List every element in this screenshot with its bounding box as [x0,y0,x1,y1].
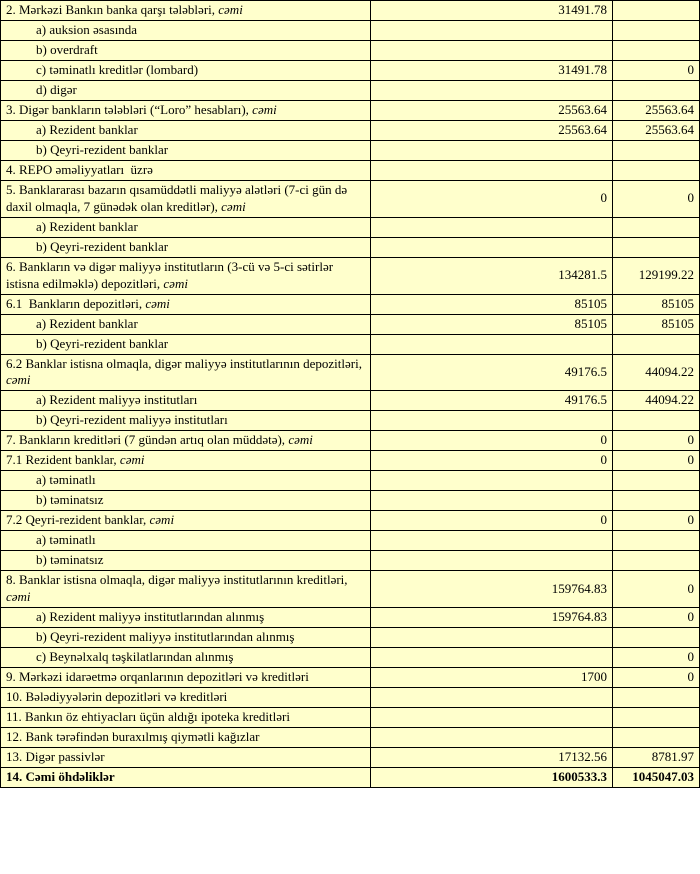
table-row [1,491,700,511]
row-label-cell [1,161,371,181]
row-label-italic-suffix: cəmi [6,372,31,388]
row-label: a) Rezident maliyyə institutları [36,392,198,408]
table-row [1,101,700,121]
row-label: 13. Digər passivlər [6,749,105,765]
row-label: a) Rezident banklar [36,122,138,138]
table-row [1,237,700,257]
row-label-cell [1,121,371,141]
value-cell-col2: 0 [613,648,700,668]
value-cell-col2 [613,237,700,257]
row-label-cell [1,668,371,688]
table-row [1,471,700,491]
value-cell-col2 [613,551,700,571]
value-cell-col1: 0 [371,181,613,218]
row-label: b) təminatsız [36,552,104,568]
row-label: b) overdraft [36,42,98,58]
row-label-italic-suffix: cəmi [119,452,145,468]
value-cell-col2 [613,531,700,551]
row-label-cell [1,411,371,431]
table-row [1,728,700,748]
row-label-cell [1,511,371,531]
value-cell-col2: 0 [613,431,700,451]
value-cell-col2: 25563.64 [613,101,700,121]
value-cell-col1: 17132.56 [371,748,613,768]
row-label: 9. Mərkəzi idarəetmə orqanlarının depozitləri və kreditləri [6,669,309,685]
value-cell-col1: 1700 [371,668,613,688]
row-label-cell [1,1,371,21]
row-label-cell [1,101,371,121]
table-row [1,181,700,218]
value-cell-col2 [613,688,700,708]
value-cell-col1 [371,217,613,237]
table-row [1,551,700,571]
row-label: b) Qeyri-rezident banklar [36,238,169,254]
value-cell-col2 [613,21,700,41]
table-row [1,648,700,668]
value-cell-col1: 1600533.3 [371,768,613,788]
row-label: 7.1 Rezident banklar, [6,452,120,468]
value-cell-col2 [613,334,700,354]
value-cell-col2 [613,728,700,748]
liabilities-table-body [1,1,700,788]
value-cell-col1: 85105 [371,294,613,314]
row-label: 7.2 Qeyri-rezident banklar, [6,512,150,528]
value-cell-col1: 0 [371,431,613,451]
row-label-cell [1,648,371,668]
value-cell-col1 [371,21,613,41]
row-label-cell [1,237,371,257]
table-row [1,608,700,628]
value-cell-col1: 134281.5 [371,257,613,294]
table-row [1,748,700,768]
table-row [1,41,700,61]
row-label-italic-suffix: cəmi [288,432,313,448]
row-label-cell [1,571,371,608]
table-row [1,628,700,648]
row-label-cell [1,61,371,81]
row-label: d) digər [36,82,77,98]
row-label-cell [1,81,371,101]
value-cell-col1: 0 [371,511,613,531]
row-label: 7. Bankların kreditləri (7 gündən artıq olan müddətə), [6,432,289,448]
table-row [1,314,700,334]
row-label-cell [1,748,371,768]
table-row [1,391,700,411]
row-label: 6.1 Bankların depozitləri, [6,295,146,311]
table-row [1,81,700,101]
table-row [1,294,700,314]
row-label: a) təminatlı [36,472,96,488]
row-label: a) təminatlı [36,532,96,548]
row-label-cell [1,768,371,788]
row-label-italic-suffix: cəmi [6,589,31,605]
table-row [1,21,700,41]
value-cell-col1: 159764.83 [371,571,613,608]
row-label: b) təminatsız [36,492,104,508]
row-label-cell [1,628,371,648]
value-cell-col2: 0 [613,668,700,688]
value-cell-col2 [613,1,700,21]
row-label-cell [1,531,371,551]
value-cell-col2 [613,217,700,237]
table-row [1,708,700,728]
value-cell-col1 [371,491,613,511]
table-row [1,411,700,431]
value-cell-col1 [371,411,613,431]
value-cell-col1: 31491.78 [371,61,613,81]
value-cell-col2 [613,411,700,431]
value-cell-col2 [613,141,700,161]
value-cell-col2: 44094.22 [613,354,700,391]
row-label-italic-suffix: cəmi [218,2,243,18]
row-label-italic-suffix: cəmi [145,295,170,311]
value-cell-col2: 0 [613,451,700,471]
row-label: b) Qeyri-rezident banklar [36,335,169,351]
row-label: a) Rezident banklar [36,218,138,234]
value-cell-col2: 8781.97 [613,748,700,768]
value-cell-col2 [613,491,700,511]
table-row [1,451,700,471]
row-label: a) auksion əsasında [36,22,138,38]
value-cell-col1: 25563.64 [371,101,613,121]
row-label-cell [1,41,371,61]
row-label-cell [1,728,371,748]
value-cell-col1: 31491.78 [371,1,613,21]
row-label-cell [1,708,371,728]
table-row [1,161,700,181]
table-row [1,688,700,708]
table-row [1,768,700,788]
row-label-cell [1,334,371,354]
row-label: 6.2 Banklar istisna olmaqla, digər maliyyə institutlarının depozitləri, [6,355,366,371]
value-cell-col1 [371,531,613,551]
table-row [1,531,700,551]
row-label-cell [1,471,371,491]
row-label-cell [1,217,371,237]
value-cell-col1 [371,161,613,181]
value-cell-col1 [371,237,613,257]
row-label-cell [1,391,371,411]
value-cell-col2: 0 [613,511,700,531]
row-label-cell [1,314,371,334]
table-row [1,61,700,81]
value-cell-col1 [371,688,613,708]
value-cell-col2: 0 [613,61,700,81]
row-label-italic-suffix: cəmi [163,275,188,291]
row-label-cell [1,294,371,314]
row-label-cell [1,21,371,41]
row-label: 14. Cəmi öhdəliklər [6,769,115,785]
row-label: 5. Banklararası bazarın qısamüddətli maliyyə alətləri (7-ci gün də daxil olmaqla, 7 günədək olan kreditlər), [6,182,351,214]
row-label-cell [1,431,371,451]
value-cell-col1: 0 [371,451,613,471]
row-label-italic-suffix: cəmi [252,102,277,118]
row-label: a) Rezident banklar [36,315,138,331]
row-label: 8. Banklar istisna olmaqla, digər maliyyə institutlarının kreditləri, [6,572,351,588]
value-cell-col2: 85105 [613,314,700,334]
value-cell-col1 [371,728,613,748]
row-label: b) Qeyri-rezident maliyyə institutları [36,412,228,428]
table-row [1,334,700,354]
value-cell-col1 [371,648,613,668]
row-label-cell [1,451,371,471]
row-label-cell [1,688,371,708]
row-label-italic-suffix: cəmi [221,198,246,214]
value-cell-col1: 25563.64 [371,121,613,141]
row-label: 10. Bələdiyyələrin depozitləri və kreditləri [6,689,228,705]
value-cell-col2 [613,708,700,728]
value-cell-col2: 85105 [613,294,700,314]
row-label-cell [1,551,371,571]
row-label: 4. REPO əməliyyatları üzrə [6,162,153,178]
row-label: b) Qeyri-rezident maliyyə institutlarından alınmış [36,629,295,645]
value-cell-col2: 25563.64 [613,121,700,141]
value-cell-col2: 0 [613,181,700,218]
row-label: a) Rezident maliyyə institutlarından alınmış [36,609,265,625]
table-row [1,571,700,608]
value-cell-col1 [371,551,613,571]
value-cell-col2 [613,41,700,61]
row-label: 6. Bankların və digər maliyyə institutların (3-cü və 5-ci sətirlər istisna edilməklə) depozitləri, [6,258,337,291]
value-cell-col1: 85105 [371,314,613,334]
value-cell-col1 [371,628,613,648]
value-cell-col2: 0 [613,608,700,628]
row-label: 12. Bank tərəfindən buraxılmış qiymətli kağızlar [6,729,260,745]
value-cell-col1: 159764.83 [371,608,613,628]
row-label-cell [1,257,371,294]
table-row [1,141,700,161]
value-cell-col2 [613,81,700,101]
value-cell-col2 [613,471,700,491]
table-row [1,431,700,451]
row-label: c) təminatlı kreditlər (lombard) [36,62,199,78]
row-label-cell [1,141,371,161]
row-label: 2. Mərkəzi Bankın banka qarşı tələbləri, [6,2,219,18]
value-cell-col1 [371,708,613,728]
value-cell-col2: 129199.22 [613,257,700,294]
row-label: b) Qeyri-rezident banklar [36,142,169,158]
row-label: 3. Digər bankların tələbləri (“Loro” hesabları), [6,102,253,118]
table-row [1,668,700,688]
value-cell-col2: 0 [613,571,700,608]
row-label: 11. Bankın öz ehtiyacları üçün aldığı ipoteka kreditləri [6,709,290,725]
row-label-cell [1,354,371,391]
value-cell-col1 [371,471,613,491]
value-cell-col2 [613,161,700,181]
row-label-cell [1,491,371,511]
table-row [1,257,700,294]
value-cell-col1 [371,141,613,161]
row-label-cell [1,608,371,628]
value-cell-col2 [613,628,700,648]
row-label-italic-suffix: cəmi [149,512,175,528]
table-row [1,511,700,531]
value-cell-col1 [371,81,613,101]
row-label: c) Beynəlxalq təşkilatlarından alınmış [36,649,234,665]
value-cell-col2: 44094.22 [613,391,700,411]
value-cell-col1: 49176.5 [371,354,613,391]
value-cell-col2: 1045047.03 [613,768,700,788]
table-row [1,121,700,141]
table-row [1,1,700,21]
row-label-cell [1,181,371,218]
value-cell-col1 [371,41,613,61]
value-cell-col1: 49176.5 [371,391,613,411]
value-cell-col1 [371,334,613,354]
table-row [1,354,700,391]
table-row [1,217,700,237]
